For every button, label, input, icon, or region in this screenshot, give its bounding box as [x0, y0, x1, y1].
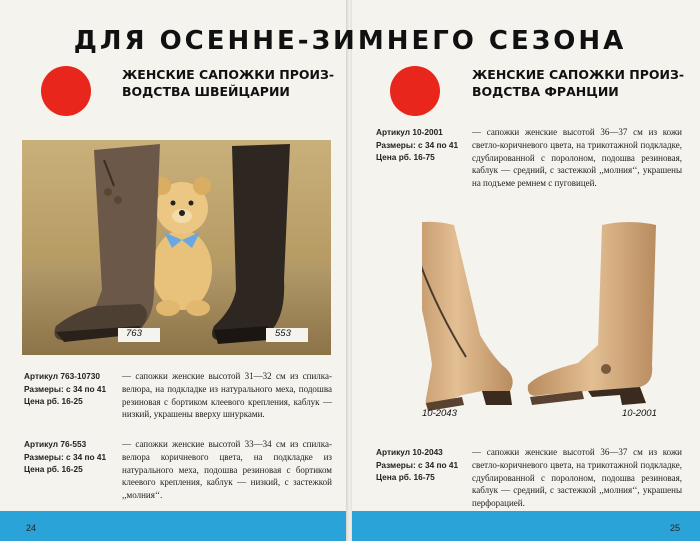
boot-10-2043-label: 10-2043: [422, 408, 457, 419]
item-553-description: — сапожки женские высотой 33—34 см из спилка-велюра коричневого цвета, на подкладке из натурального меха, подошва резиновая с бортиком клеевого крепления, каблук — низкий, с застежкой ,,молния‘‘.: [122, 439, 332, 501]
page-number: 24: [26, 523, 37, 533]
sizes: Размеры: с 34 по 41: [24, 451, 107, 462]
teddy-bear-icon: [152, 177, 212, 316]
right-heading-line-1: ЖЕНСКИЕ САПОЖКИ ПРОИЗ-: [472, 67, 685, 82]
item-553-info: [24, 438, 106, 476]
right-page: [352, 0, 700, 541]
right-heading: [472, 66, 684, 100]
article-number: Артикул 76-553: [24, 439, 87, 449]
boots-photo-switzerland: [22, 140, 331, 355]
item-10-2001-info: [376, 126, 458, 164]
red-dot-icon: [390, 66, 440, 116]
boots-photo-france: [422, 215, 692, 425]
boot-10-2001-label: 10-2001: [622, 408, 657, 419]
article-number: Артикул 763-10730: [24, 371, 101, 381]
sizes: Размеры: с 34 по 41: [376, 139, 459, 150]
price: Цена рб. 16-25: [24, 464, 83, 474]
price: Цена рб. 16-25: [24, 396, 83, 406]
item-10-2043-info: [376, 446, 458, 484]
boot-763-label: 763: [126, 328, 142, 339]
boot-10-2043-icon: [422, 222, 513, 411]
item-10-2001-description: — сапожки женские высотой 36—37 см из кожи светло-коричневого цвета, на трикотажной подкладке, сдублированной с поролоном, подошва резиновая, каблук — средний, с застежкой ,,молния‘‘, украшены на подъеме ремнем с пуговицей.: [472, 127, 682, 189]
bottom-bar: [0, 511, 348, 541]
item-763-description: — сапожки женские высотой 31—32 см из спилка-велюра, на подкладке из натурального меха, подошва резиновая с бортиком клеевого крепления, каблук — низкий, украшены вверху шнурками.: [122, 371, 332, 420]
item-763-info: [24, 370, 106, 408]
price: Цена рб. 16-75: [376, 472, 435, 482]
article-number: Артикул 10-2043: [376, 447, 443, 457]
sizes: Размеры: с 34 по 41: [24, 383, 107, 394]
left-heading-line-2: ВОДСТВА ШВЕЙЦАРИИ: [122, 84, 290, 99]
sizes: Размеры: с 34 по 41: [376, 459, 459, 470]
left-page: [0, 0, 348, 541]
bottom-bar: [352, 511, 700, 541]
left-heading: [122, 66, 334, 100]
page-title: ДЛЯ ОСЕННЕ-ЗИМНЕГО СЕЗОНА: [73, 26, 627, 56]
right-heading-line-2: ВОДСТВА ФРАНЦИИ: [472, 84, 619, 99]
price: Цена рб. 16-75: [376, 152, 435, 162]
boot-10-2001-icon: [528, 222, 656, 405]
article-number: Артикул 10-2001: [376, 127, 443, 137]
item-10-2043-description: — сапожки женские высотой 36—37 см из кожи светло-коричневого цвета, на трикотажной подкладке, сдублированной с поролоном, подошва резиновая, каблук — средний, с застежкой ,,молния‘‘, украшены перфорацией.: [472, 447, 682, 509]
left-heading-line-1: ЖЕНСКИЕ САПОЖКИ ПРОИЗ-: [122, 67, 335, 82]
page-number: 25: [669, 523, 680, 533]
boot-553-label: 553: [275, 328, 291, 339]
red-dot-icon: [41, 66, 91, 116]
